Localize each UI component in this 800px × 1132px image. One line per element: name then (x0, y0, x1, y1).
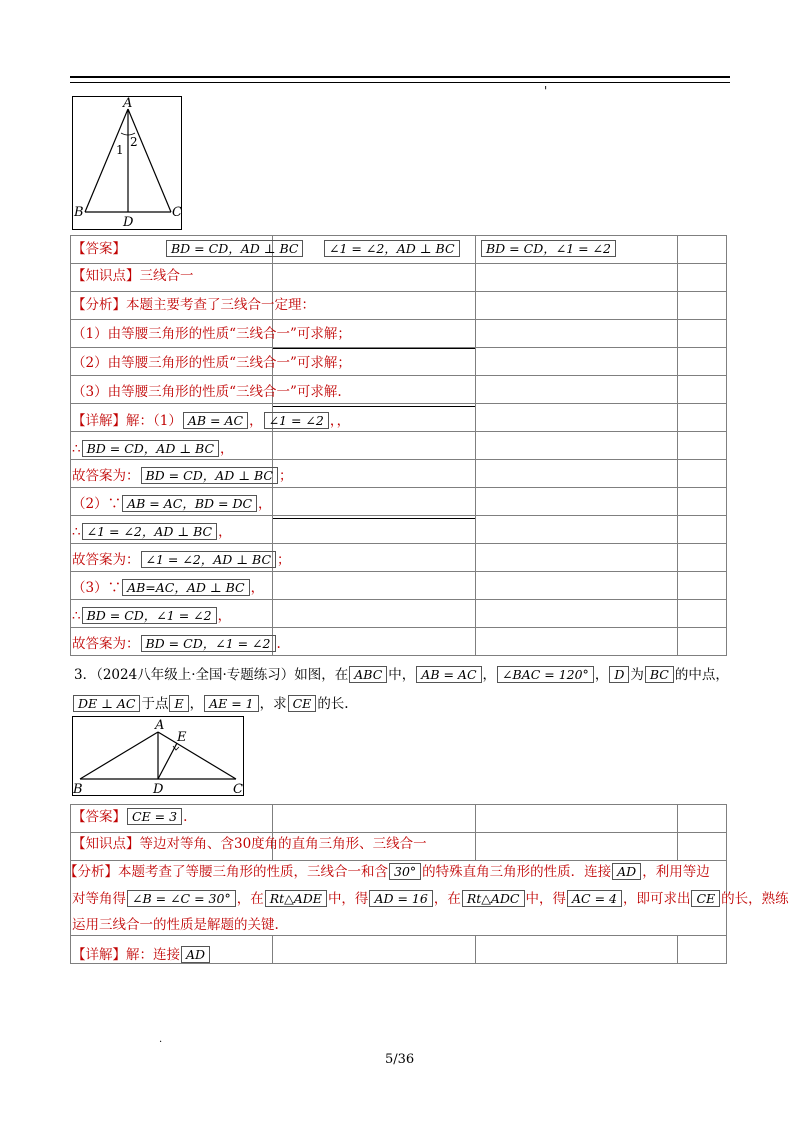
page-number: 5/36 (385, 1052, 415, 1067)
knowledge-point-2: 【知识点】等边对等角、含30度角的直角三角形、三线合一 (72, 836, 427, 852)
q3-foot: 于点 (141, 696, 169, 712)
label-a: A (123, 97, 133, 111)
answer-line-box-1: BD = CD，AD ⊥ BC (141, 467, 278, 484)
q3-sep: ， (482, 667, 497, 683)
part2-box: AB = AC，BD = DC (122, 495, 257, 512)
result-comma-2: ， (218, 524, 232, 540)
label-c-2: C (233, 782, 243, 795)
answer-box-ce: CE = 3 (127, 808, 182, 825)
q3-box-e: E (169, 695, 188, 712)
analysis-text: 【分析】本题主要考查了三线合一定理： (72, 297, 315, 313)
answer-semicolon-2: ； (277, 552, 291, 568)
answer-box-2: ∠1 = ∠2，AD ⊥ BC (324, 240, 460, 257)
result-box-2: ∠1 = ∠2，AD ⊥ BC (82, 523, 218, 540)
line2-f: ，即可求出 (622, 891, 691, 907)
angle-1: 1 (116, 143, 124, 157)
detail-line-1 (72, 412, 350, 429)
line2-d: ，在 (433, 891, 461, 907)
result-box-3: BD = CD，∠1 = ∠2 (82, 607, 217, 624)
label-e-2: E (177, 730, 187, 745)
analysis-line-3: 运用三线合一的性质是解题的关键. (72, 917, 279, 933)
q3-midpoint: 的中点， (674, 667, 729, 683)
box-ce-2: CE (691, 890, 720, 907)
therefore-sign-1: ∴ (72, 441, 81, 457)
question-3 (74, 663, 729, 683)
answer-semicolon-1: ； (278, 468, 293, 484)
angle-2: 2 (130, 135, 138, 149)
answer-box-3: BD = CD，∠1 = ∠2 (481, 240, 616, 257)
result-line-1 (72, 440, 234, 457)
q3-is: 为 (630, 667, 644, 683)
detail-box-angle: ∠1 = ∠2 (264, 412, 329, 429)
label-d: D (123, 215, 134, 229)
answer-box-3-wrap (480, 240, 617, 257)
q3-ask: ，求 (259, 696, 287, 712)
q3-sep-2: ， (594, 667, 609, 683)
detail-line-2 (72, 946, 211, 963)
result-line-2 (72, 523, 232, 540)
answer-box-1-wrap (165, 240, 304, 257)
line2-b: ，在 (236, 891, 264, 907)
detail-box-ab-ac: AB = AC (183, 412, 248, 429)
result-comma-3: ， (217, 608, 232, 624)
answer-grid-2 (70, 804, 727, 964)
part3-line (72, 579, 264, 596)
q3-mid: 中， (388, 667, 416, 683)
detail-tail: ，， (329, 413, 351, 429)
label-c: C (172, 205, 181, 220)
header-rule (70, 76, 730, 83)
detail-sep: ， (249, 413, 263, 429)
label-b: B (74, 205, 84, 220)
q3-ask-tail: 的长. (317, 696, 349, 712)
analysis-step-1: （1）由等腰三角形的性质“三线合一”可求解； (72, 326, 351, 342)
part3-label: （3） (72, 580, 108, 596)
part2-line (72, 495, 272, 512)
q3-box-angle: ∠BAC = 120° (497, 666, 594, 683)
q3-box-ce: CE (288, 695, 317, 712)
box-bc30: ∠B = ∠C = 30° (127, 890, 236, 907)
answer-row-2 (72, 808, 187, 825)
answer-period: . (183, 809, 188, 825)
box-rt-ade: Rt△ADE (265, 890, 327, 907)
q3-box-de: DE ⊥ AC (73, 695, 140, 712)
analysis-c: ，利用等边 (642, 864, 710, 880)
answer-is-2: 故答案为： (72, 552, 140, 568)
box-ad-2: AD (181, 946, 210, 963)
part2-label: （2） (72, 496, 108, 512)
triangle-diagram-2 (73, 717, 243, 795)
result-comma-1: ， (220, 441, 234, 457)
part3-box: AB=AC，AD ⊥ BC (122, 579, 250, 596)
answer-line-3 (72, 635, 281, 652)
answer-is-3: 故答案为： (72, 636, 140, 652)
figure-triangle-2 (72, 716, 244, 796)
q3-box-eq: AB = AC (416, 666, 481, 683)
detail-2-text: 【详解】解：连接 (72, 947, 180, 963)
box-ad-1: AD (612, 863, 641, 880)
part3-comma: ， (250, 580, 265, 596)
knowledge-point: 【知识点】三线合一 (72, 268, 194, 284)
line2-a: 对等角得 (72, 891, 126, 907)
label-a-2: A (155, 718, 165, 733)
q3-box-abc: ABC (349, 666, 387, 683)
box-30: 30° (389, 863, 421, 880)
detail-label: 【详解】解：（1） (72, 413, 182, 429)
question-3-line-2 (72, 692, 349, 712)
q3-box-ae: AE = 1 (204, 695, 259, 712)
line2-g: 的长，熟练 (721, 891, 789, 907)
box-ac4: AC = 4 (567, 890, 622, 907)
answer-row (72, 241, 126, 257)
label-b-2: B (73, 782, 83, 795)
answer-label: 【答案】 (72, 241, 126, 257)
footer-mark: . (159, 1034, 163, 1045)
answer-line-1 (72, 467, 292, 484)
answer-period-3: . (276, 636, 281, 652)
answer-box-2-wrap (323, 240, 461, 257)
answer-line-box-3: BD = CD，∠1 = ∠2 (141, 635, 276, 652)
answer-line-box-2: ∠1 = ∠2，AD ⊥ BC (141, 551, 277, 568)
line2-e: 中，得 (525, 891, 566, 907)
answer-box-1: BD = CD，AD ⊥ BC (166, 240, 303, 257)
analysis-b: 的特殊直角三角形的性质．连接 (422, 864, 612, 880)
box-ad16: AD = 16 (369, 890, 432, 907)
q3-sep-3: ， (189, 696, 204, 712)
answer-line-2 (72, 551, 291, 568)
result-box-1: BD = CD，AD ⊥ BC (82, 440, 219, 457)
because-sign-2: ∵ (107, 496, 122, 512)
analysis-line-2 (72, 890, 789, 907)
q3-prefix: 3．（2024八年级上·全国·专题练习）如图，在 (74, 667, 349, 683)
result-line-3 (72, 607, 231, 624)
triangle-diagram-1 (73, 97, 181, 229)
analysis-a: 【分析】本题考查了等腰三角形的性质，三线合一和含 (64, 864, 388, 880)
therefore-sign-3: ∴ (72, 608, 81, 624)
line2-c: 中，得 (327, 891, 369, 907)
label-d-2: D (153, 782, 164, 795)
analysis-step-3: （3）由等腰三角形的性质“三线合一”可求解. (72, 384, 342, 400)
analysis-step-2: （2）由等腰三角形的性质“三线合一”可求解； (72, 355, 351, 371)
answer-is-1: 故答案为： (72, 468, 140, 484)
therefore-sign-2: ∴ (72, 524, 81, 540)
header-mark: ' (544, 84, 548, 98)
analysis-line-1 (64, 863, 710, 880)
q3-box-bc: BC (645, 666, 674, 683)
q3-box-d: D (609, 666, 629, 683)
box-rt-adc: Rt△ADC (462, 890, 525, 907)
answer-label-2: 【答案】 (72, 809, 126, 825)
because-sign-3: ∵ (107, 580, 122, 596)
figure-triangle-1 (72, 96, 182, 230)
part2-comma: ， (258, 496, 272, 512)
